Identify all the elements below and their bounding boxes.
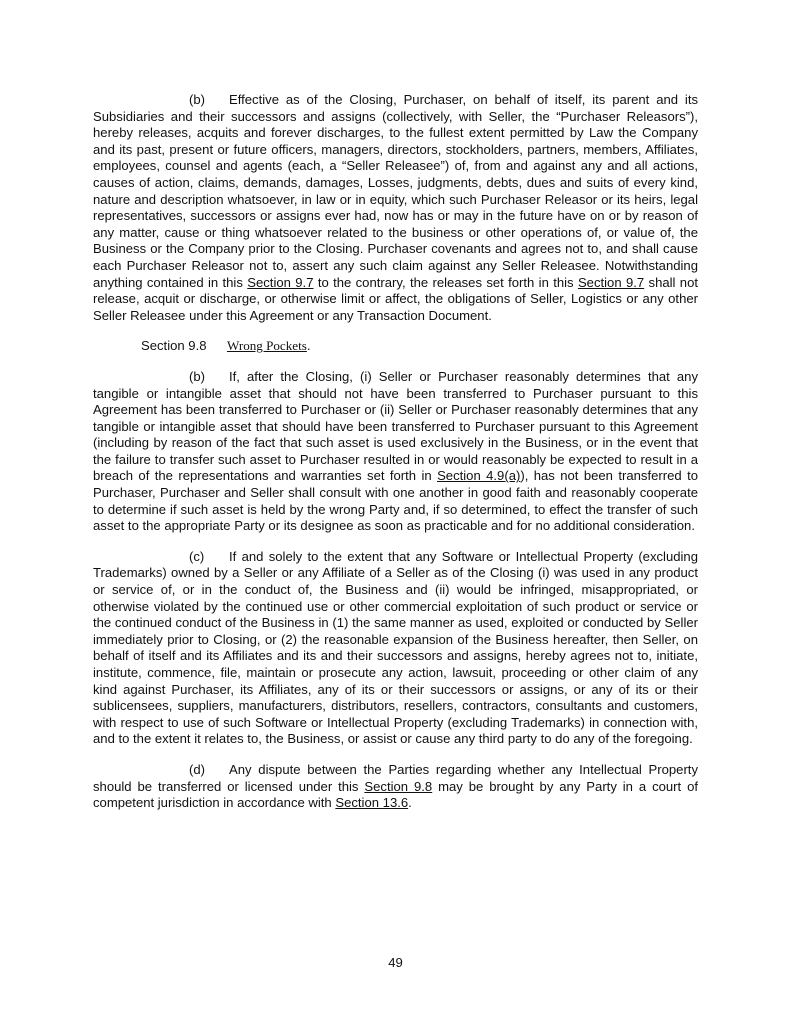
paragraph-marker: (d): [189, 761, 206, 777]
paragraph-9-8-c: [93, 549, 698, 748]
section-9-8-heading: [93, 338, 698, 355]
document-page: [93, 92, 698, 812]
section-number: Section 9.8: [141, 338, 207, 354]
paragraph-text: Any dispute between the Parties regarding whether any Intellectual Property should be transferred or licensed under this: [93, 761, 698, 794]
paragraph-9-8-d: [93, 762, 698, 812]
paragraph-text: ), has not been transferred to Purchaser, Purchaser and Seller shall consult with one another in good faith and reasonably cooperate to determine if such asset is held by the wrong Party and, if so determined, to effect the transfer of such asset to the appropriate Party or its designee as soon as practicable and for no additional consideration.: [93, 468, 698, 534]
paragraph-text: shall not release, acquit or discharge, or otherwise limit or affect, the obligations of Seller, Logistics or any other Seller Releasee under this Agreement or any Transaction Document.: [93, 274, 699, 323]
section-9-8-link[interactable]: Section 9.8: [364, 778, 433, 794]
page-number: 49: [388, 955, 403, 970]
paragraph-text: If and solely to the extent that any Software or Intellectual Property (excluding Trademarks) owned by a Seller or any Affiliate of a Seller as of the Closing (i) was used in any product or service of, or in the conduct of, the Business and (ii) would be infringed, misappropriated, or otherwise violated by the continued use or other commercial exploitation of such product or service or the continued conduct of the Business in (1) the same manner as used, exploited or conducted by Seller immediately prior to Closing, or (2) the reasonable expansion of the Business hereafter, then Seller, on behalf of itself and its Affiliates and its and their successors and assigns, hereby agrees not to, initiate, institute, commence, file, maintain or prosecute any action, lawsuit, proceeding or other claim of any kind against Purchaser, its Affiliates, any of its or their successors or assigns, or any of its or their sublicensees, suppliers, manufacturers, distributors, resellers, contractors, consultants and customers, with respect to use of such Software or Intellectual Property (excluding Trademarks) in connection with, and to the extent it relates to, the Business, or assist or cause any third party to do any of the foregoing.: [93, 548, 698, 747]
paragraph-text: .: [408, 795, 412, 811]
paragraph-text: to the contrary, the releases set forth in this: [313, 274, 578, 290]
paragraph-9-8-b: [93, 369, 698, 535]
section-9-7-link[interactable]: Section 9.7: [247, 274, 314, 290]
paragraph-text: If, after the Closing, (i) Seller or Purchaser reasonably determines that any tangible or intangible asset that should not have been transferred to Purchaser pursuant to this Agreement has been transferred to Purchaser or (ii) Seller or Purchaser reasonably determines that any tangible or intangible asset that should have been transferred to Purchaser pursuant to this Agreement (including by reason of the fact that such asset is used exclusively in the Business, or in the event that the failure to transfer such asset to Purchaser resulted in or would reasonably be expected to result in a breach of the representations and warranties set forth in: [93, 368, 698, 484]
section-13-6-link[interactable]: Section 13.6: [335, 795, 409, 811]
paragraph-9-7-b: [93, 92, 698, 324]
paragraph-text: may be brought by any Party in a court of competent jurisdiction in accordance with: [93, 778, 699, 811]
section-title-period: .: [306, 338, 311, 354]
paragraph-gap: [93, 535, 698, 549]
paragraph-gap: [93, 748, 698, 762]
paragraph-marker: (b): [189, 368, 206, 384]
paragraph-marker: (c): [189, 548, 205, 564]
paragraph-marker: (b): [189, 92, 206, 107]
section-title: Wrong Pockets: [227, 338, 307, 354]
section-9-7-link[interactable]: Section 9.7: [577, 274, 645, 290]
section-4-9-a-link[interactable]: Section 4.9(a): [437, 468, 521, 484]
paragraph-text: Effective as of the Closing, Purchaser, on behalf of itself, its parent and its Subsidiaries and their successors and assigns (collectively, with Seller, the “Purchaser Releasors”), hereby releases, acquits and forever discharges, to the fullest extent permitted by Law the Company and its past, present or future officers, managers, directors, stockholders, partners, members, Affiliates, employees, counsel and agents (each, a “Seller Releasee”) of, from and against any and all actions, causes of action, claims, demands, damages, Losses, judgments, debts, dues and suits of every kind, nature and description whatsoever, in law or in equity, which such Purchaser Releasor or its heirs, legal representatives, successors or assigns ever had, now has or may in the future have on or by reason of any matter, cause or thing whatsoever related to the business or other operations of, or value of, the Business or the Company prior to the Closing. Purchaser covenants and agrees not to, and shall cause each Purchaser Releasor not to, assert any such claim against any Seller Releasee. Notwithstanding anything contained in this: [93, 92, 698, 290]
